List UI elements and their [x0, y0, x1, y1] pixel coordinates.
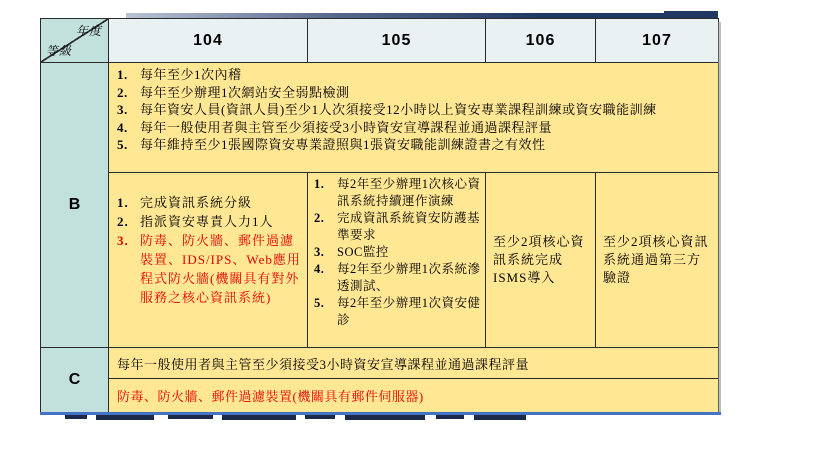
list-item	[314, 210, 481, 244]
list-item	[117, 212, 301, 231]
year-header-107: 107	[595, 18, 719, 63]
cropped-text-fragment	[168, 415, 213, 419]
item-text: 每2年至少辦理1次核心資訊系統持續運作演練	[337, 177, 481, 208]
cropped-text-fragment	[222, 415, 296, 420]
list-item	[117, 119, 712, 137]
item-number: 2.	[117, 84, 128, 100]
item-number: 1.	[117, 67, 128, 82]
grade-c-label: C	[40, 347, 109, 413]
item-number: 4.	[117, 119, 128, 135]
item-text: 每年至少辦理1次網站安全弱點檢測	[140, 84, 350, 100]
b-104-cell	[108, 172, 308, 348]
list-item	[117, 84, 712, 102]
year-header-105: 105	[307, 18, 486, 63]
item-text: 完成資訊系統資安防護基準要求	[337, 211, 481, 242]
item-number: 1.	[314, 177, 325, 191]
cropped-text-fragment	[305, 415, 335, 419]
item-text: SOC監控	[337, 245, 389, 259]
grade-b-label: B	[40, 62, 109, 348]
item-text: 每年維持至少1張國際資安專業證照與1張資安職能訓練證書之有效性	[140, 137, 546, 153]
item-text: 每年一般使用者與主管至少須接受3小時資安宣導課程並通過課程評量	[140, 119, 553, 135]
item-text: 每年至少1次內稽	[140, 67, 242, 82]
item-text: 每2年至少辦理1次資安健診	[337, 296, 481, 327]
cropped-text-fragment	[65, 415, 87, 419]
cropped-text-fragment	[345, 415, 425, 420]
item-text: 每年資安人員(資訊人員)至少1人次須接受12小時以上資安專業課程訓練或資安職能訓練	[140, 102, 657, 118]
corner-grade-label: 等級	[46, 44, 73, 58]
item-number: 2.	[314, 211, 325, 225]
cell-text: 每年一般使用者與主管至少須接受3小時資安宣導課程並通過課程評量	[117, 356, 530, 372]
table-drop-shadow	[718, 22, 721, 414]
list-item	[117, 193, 301, 212]
year-header-104: 104	[108, 18, 308, 63]
year-header-106: 106	[485, 18, 596, 63]
cropped-text-fragment	[474, 415, 526, 420]
item-number: 5.	[117, 137, 128, 153]
list-item	[117, 136, 712, 154]
item-number: 3.	[117, 233, 129, 248]
item-text: 每2年至少辦理1次系統滲透測試、	[337, 262, 481, 293]
b-106-cell	[485, 172, 596, 348]
item-text: 指派資安專責人力1人	[140, 214, 274, 229]
cell-text: 防毒、防火牆、郵件過濾裝置(機關具有郵件伺服器)	[117, 389, 424, 404]
c-row-2	[108, 378, 719, 413]
cell-text: 至少2項核心資訊系統通過第三方驗證	[603, 234, 709, 285]
list-item	[314, 295, 481, 329]
cropped-text-fragment	[96, 415, 154, 420]
list-item	[117, 101, 712, 119]
item-number: 4.	[314, 262, 325, 276]
list-item	[117, 66, 712, 84]
item-text: 完成資訊系統分級	[140, 195, 253, 210]
item-number: 3.	[117, 102, 128, 118]
b-all-years-cell	[108, 62, 719, 173]
item-number: 1.	[117, 195, 129, 210]
b-107-cell	[595, 172, 719, 348]
item-number: 2.	[117, 214, 129, 229]
corner-year-label: 年度	[75, 24, 102, 38]
list-item	[314, 261, 481, 295]
b-105-cell	[307, 172, 486, 348]
item-number: 5.	[314, 296, 325, 310]
list-item-red	[117, 231, 301, 307]
corner-cell-year-grade	[40, 18, 109, 63]
cropped-text-fragment	[436, 415, 464, 419]
list-item	[314, 176, 481, 210]
cell-text: 至少2項核心資訊系統完成ISMS導入	[493, 234, 585, 285]
item-number: 3.	[314, 245, 325, 259]
item-text: 防毒、防火牆、郵件過濾裝置、IDS/IPS、Web應用程式防火牆(機關具有對外服務之核心資訊系統)	[140, 233, 301, 305]
c-row-1	[108, 347, 719, 379]
list-item	[314, 244, 481, 261]
